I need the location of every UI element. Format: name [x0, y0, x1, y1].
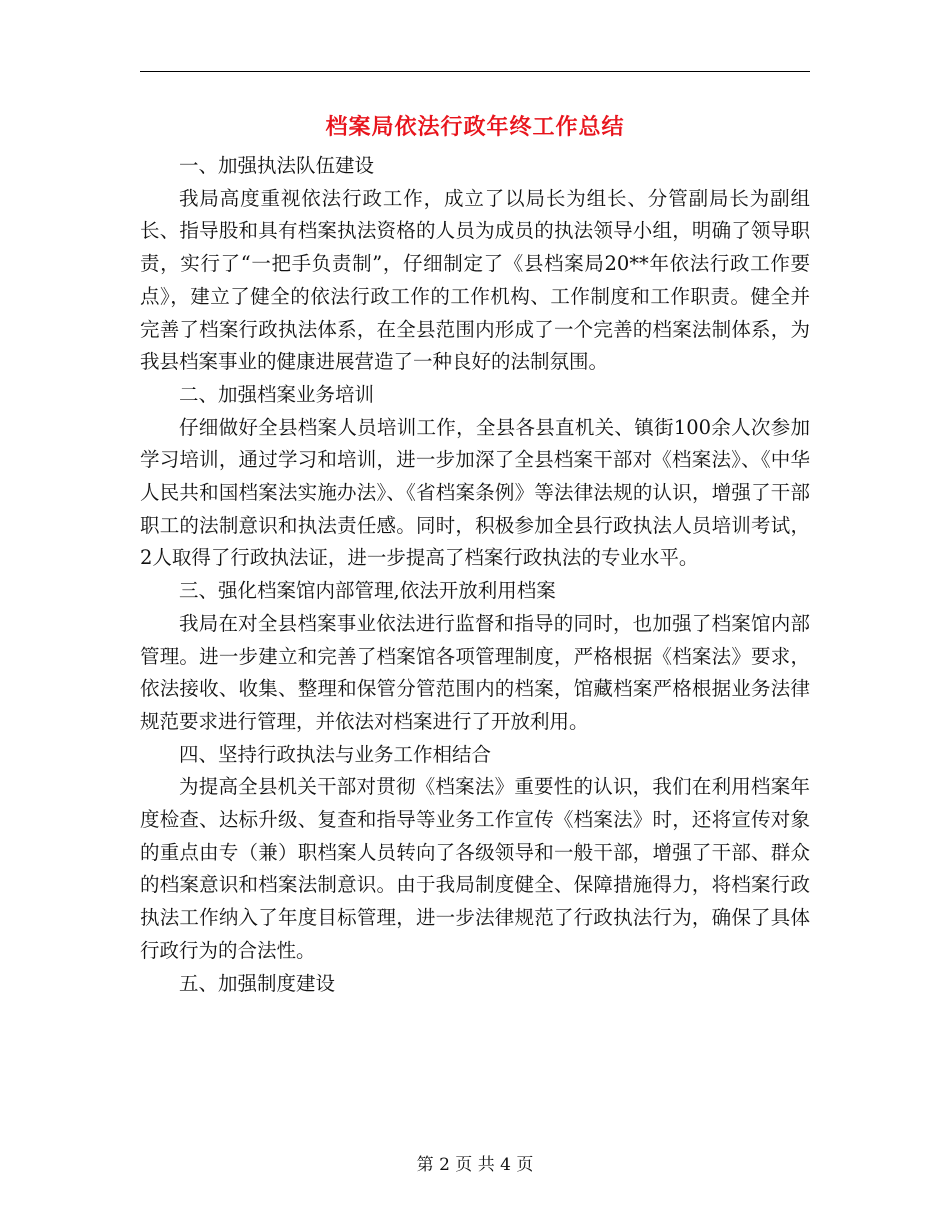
section-heading-4: 四、坚持行政执法与业务工作相结合: [179, 742, 492, 766]
section-heading-1: 一、加强执法队伍建设: [179, 154, 375, 177]
page-number: 第 2 页 共 4 页: [416, 1155, 534, 1175]
section-heading-3: 三、强化档案馆内部管理,依法开放利用档案: [179, 579, 556, 603]
body-paragraph-4: 为提高全县机关干部对贯彻《档案法》重要性的认识，我们在利用档案年度检查、达标升级、复查和指导等业务工作宣传《档案法》时，还将宣传对象的重点由专（兼）职档案人员转向了各级领导和一般干部，增强了干部、群众的档案意识和档案法制意识。由于我局制度健全、保障措施得力，将档案行政执法工作纳入了年度目标管理，进一步法律规范了行政执法行为，确保了具体行政行为的合法性。: [140, 775, 810, 962]
body-paragraph-1: 我局高度重视依法行政工作，成立了以局长为组长、分管副局长为副组长、指导股和具有档案执法资格的人员为成员的执法领导小组，明确了领导职责，实行了“一把手负责制”，仔细制定了《县档案局20**年依法行政工作要点》，建立了健全的依法行政工作的工作机构、工作制度和工作职责。健全并完善了档案行政执法体系，在全县范围内形成了一个完善的档案法制体系，为我县档案事业的健康进展营造了一种良好的法制氛围。: [140, 186, 810, 374]
header-rule: [140, 71, 810, 72]
document-body: [140, 150, 810, 1000]
body-paragraph-2: 仔细做好全县档案人员培训工作，全县各县直机关、镇街100余人次参加学习培训，通过学习和培训，进一步加深了全县档案干部对《档案法》、《中华人民共和国档案法实施办法》、《省档案条例》等法律法规的认识，增强了干部职工的法制意识和执法责任感。同时，积极参加全县行政执法人员培训考试，2人取得了行政执法证，进一步提高了档案行政执法的专业水平。: [140, 415, 810, 570]
document-title: 档案局依法行政年终工作总结: [325, 114, 625, 140]
section-heading-2: 二、加强档案业务培训: [179, 382, 375, 406]
body-paragraph-3: 我局在对全县档案事业依法进行监督和指导的同时，也加强了档案馆内部管理。进一步建立和完善了档案馆各项管理制度，严格根据《档案法》要求，依法接收、收集、整理和保管分管范围内的档案，馆藏档案严格根据业务法律规范要求进行管理，并依法对档案进行了开放利用。: [140, 611, 810, 733]
section-heading-5: 五、加强制度建设: [179, 971, 336, 995]
